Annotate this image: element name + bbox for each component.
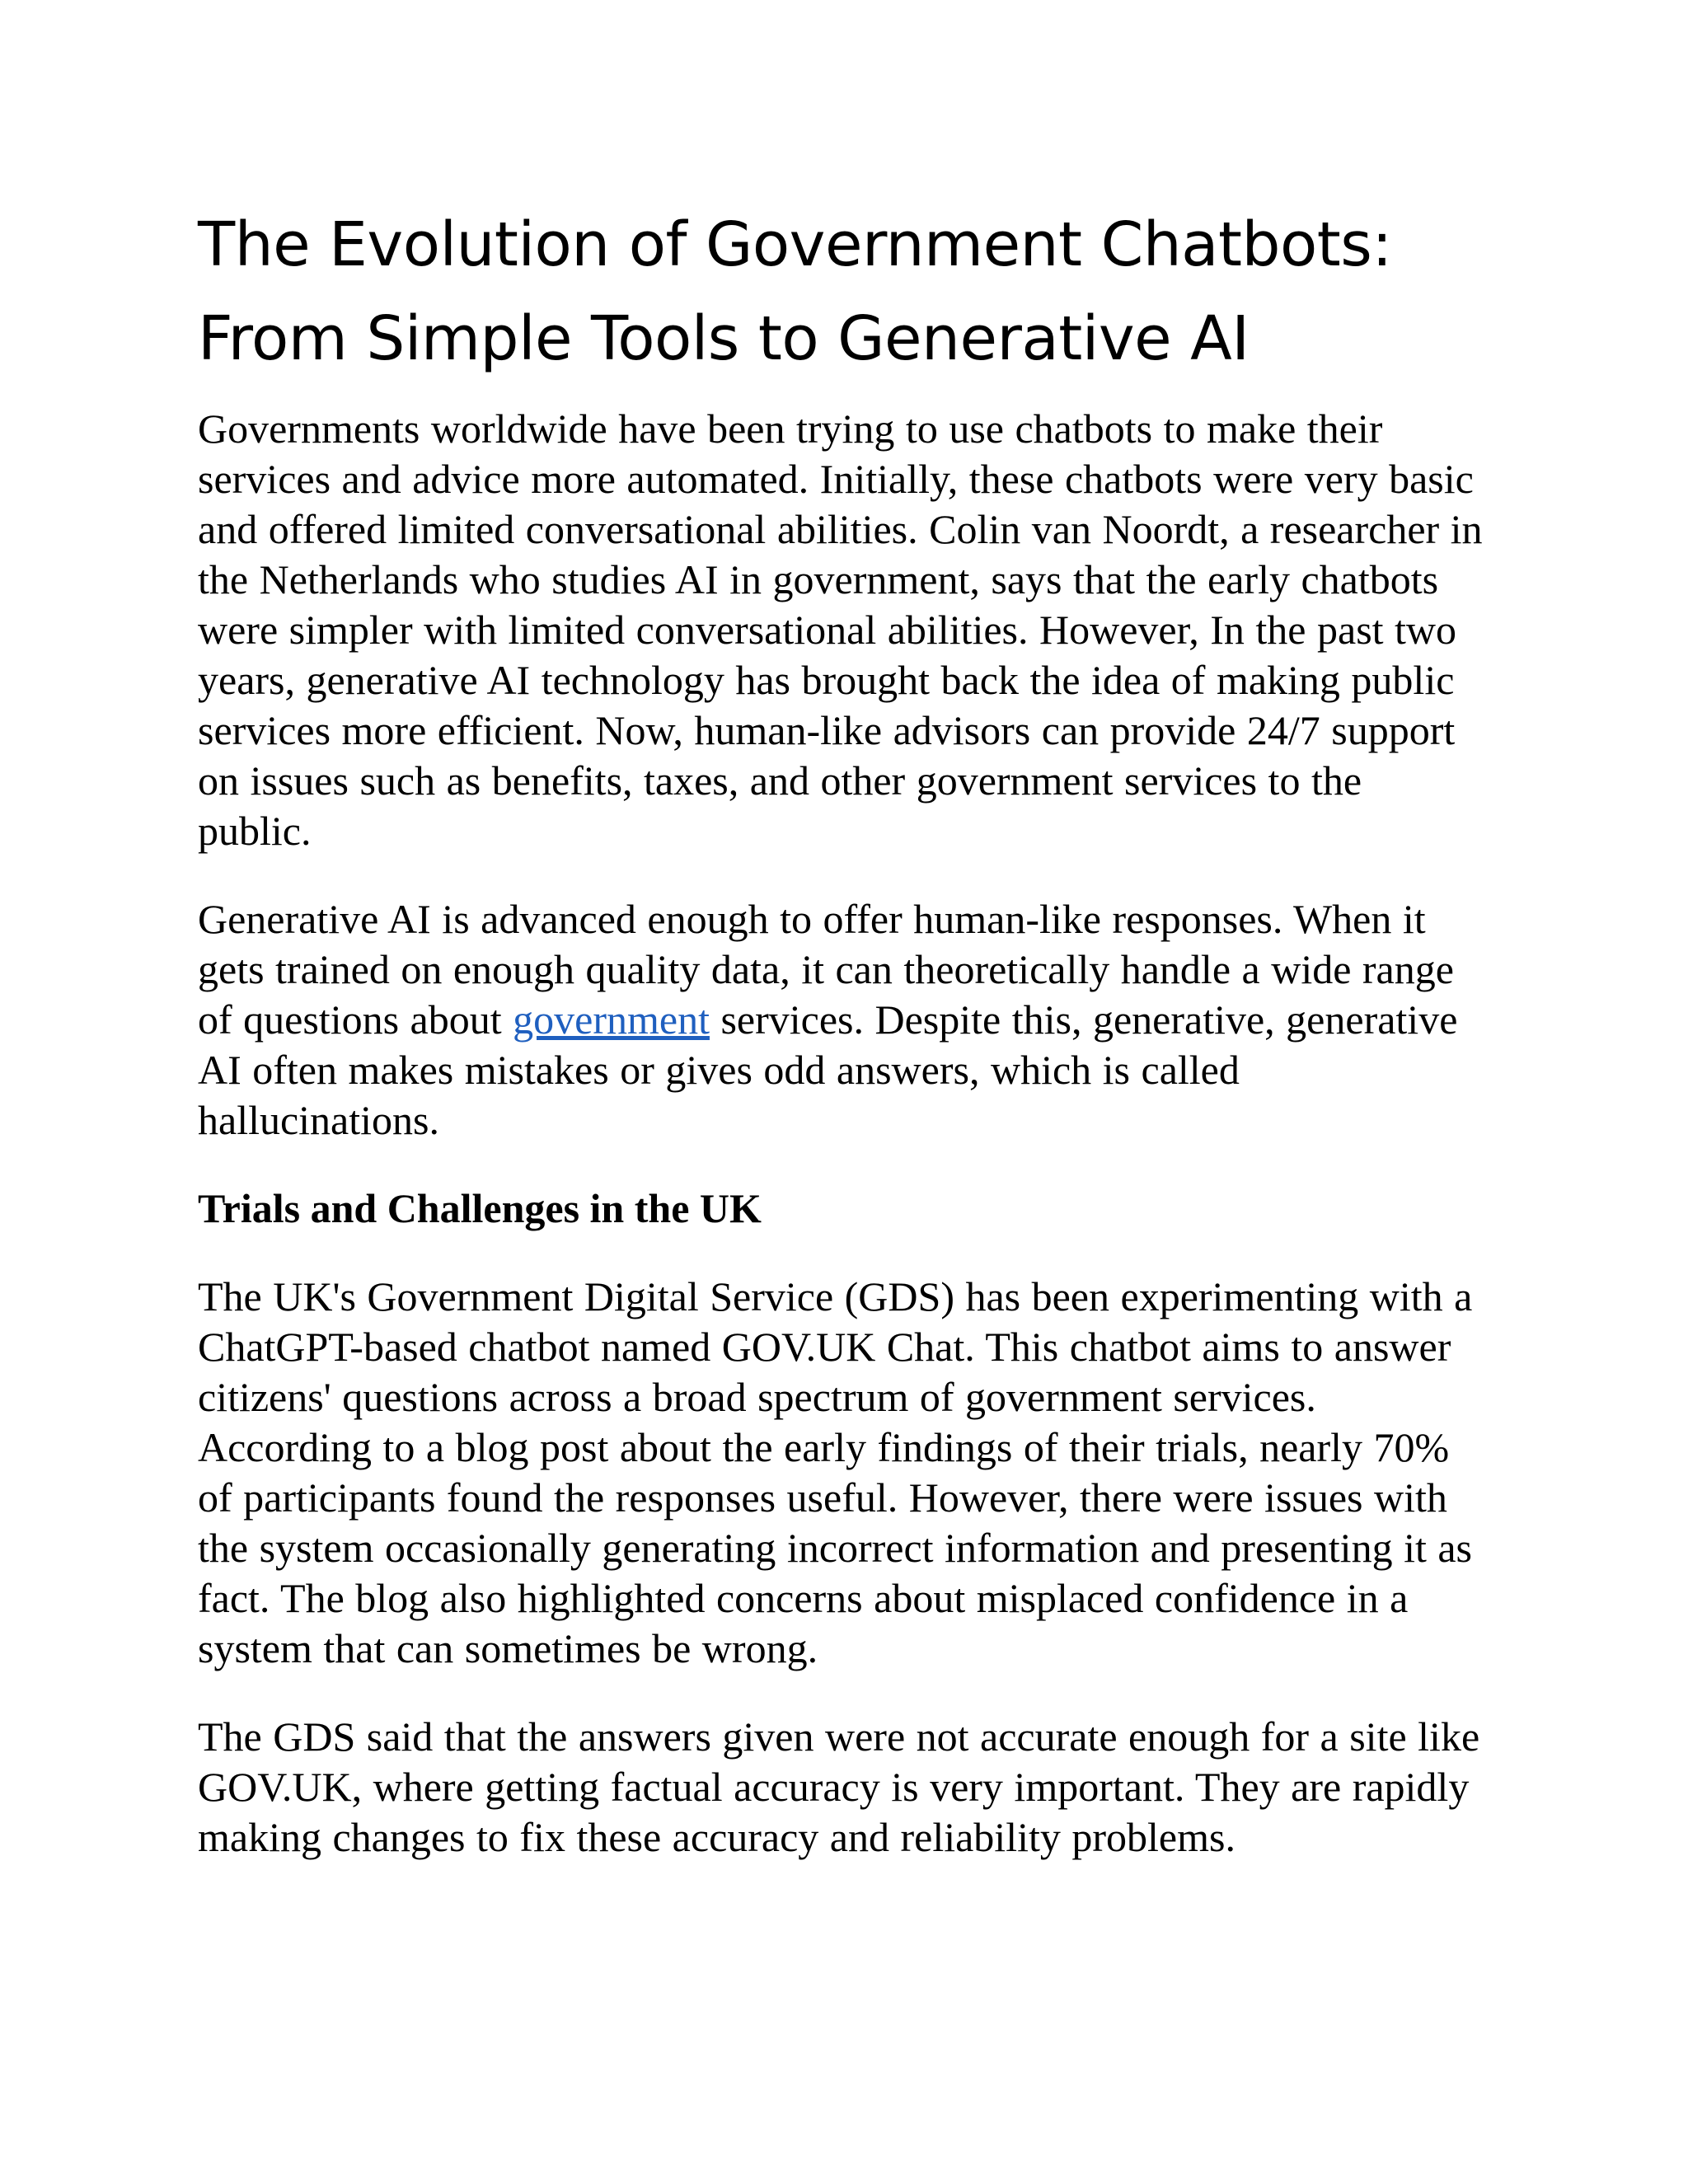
paragraph-intro: Governments worldwide have been trying to use chatbots to make their services and advice more automated. Initially, these chatbots were very basic and offered limited conversational abilities. Colin van Noordt, a researcher in the Netherlands who studies AI in government, says that the early chatbots were simpler with limited conversational abilities. However, In the past two years, generative AI technology has brought back the idea of making public services more efficient. Now, human-like advisors can provide 24/7 support on issues such as benefits, taxes, and other government services to the public. — [198, 405, 1483, 854]
section-heading: Trials and Challenges in the UK — [198, 1185, 762, 1231]
paragraph-text-after-link: services. Despite this, generative, generative AI often makes mistakes or gives odd answers, which is called hallucinations. — [198, 996, 1458, 1143]
paragraph-uk-trials: The UK's Government Digital Service (GDS) has been experimenting with a ChatGPT-based chatbot named GOV.UK Chat. This chatbot aims to answer citizens' questions across a broad spectrum of government services. According to a blog post about the early findings of their trials, nearly 70% of participants found the responses useful. However, there were issues with the system occasionally generating incorrect information and presenting it as fact. The blog also highlighted concerns about misplaced confidence in a system that can sometimes be wrong. — [198, 1273, 1473, 1671]
document-title: The Evolution of Government Chatbots: From Simple Tools to Generative AI — [198, 209, 1392, 374]
paragraph-text-before-link: Generative AI is advanced enough to offer human-like responses. When it gets trained on enough quality data, it can theoretically handle a wide range of questions about — [198, 896, 1454, 1043]
document-body — [198, 198, 1484, 1900]
government-link[interactable]: government — [513, 996, 710, 1043]
paragraph-generative-ai — [198, 894, 1484, 1146]
paragraph-gds-accuracy: The GDS said that the answers given were not accurate enough for a site like GOV.UK, where getting factual accuracy is very important. They are rapidly making changes to fix these accuracy and reliability problems. — [198, 1713, 1480, 1860]
